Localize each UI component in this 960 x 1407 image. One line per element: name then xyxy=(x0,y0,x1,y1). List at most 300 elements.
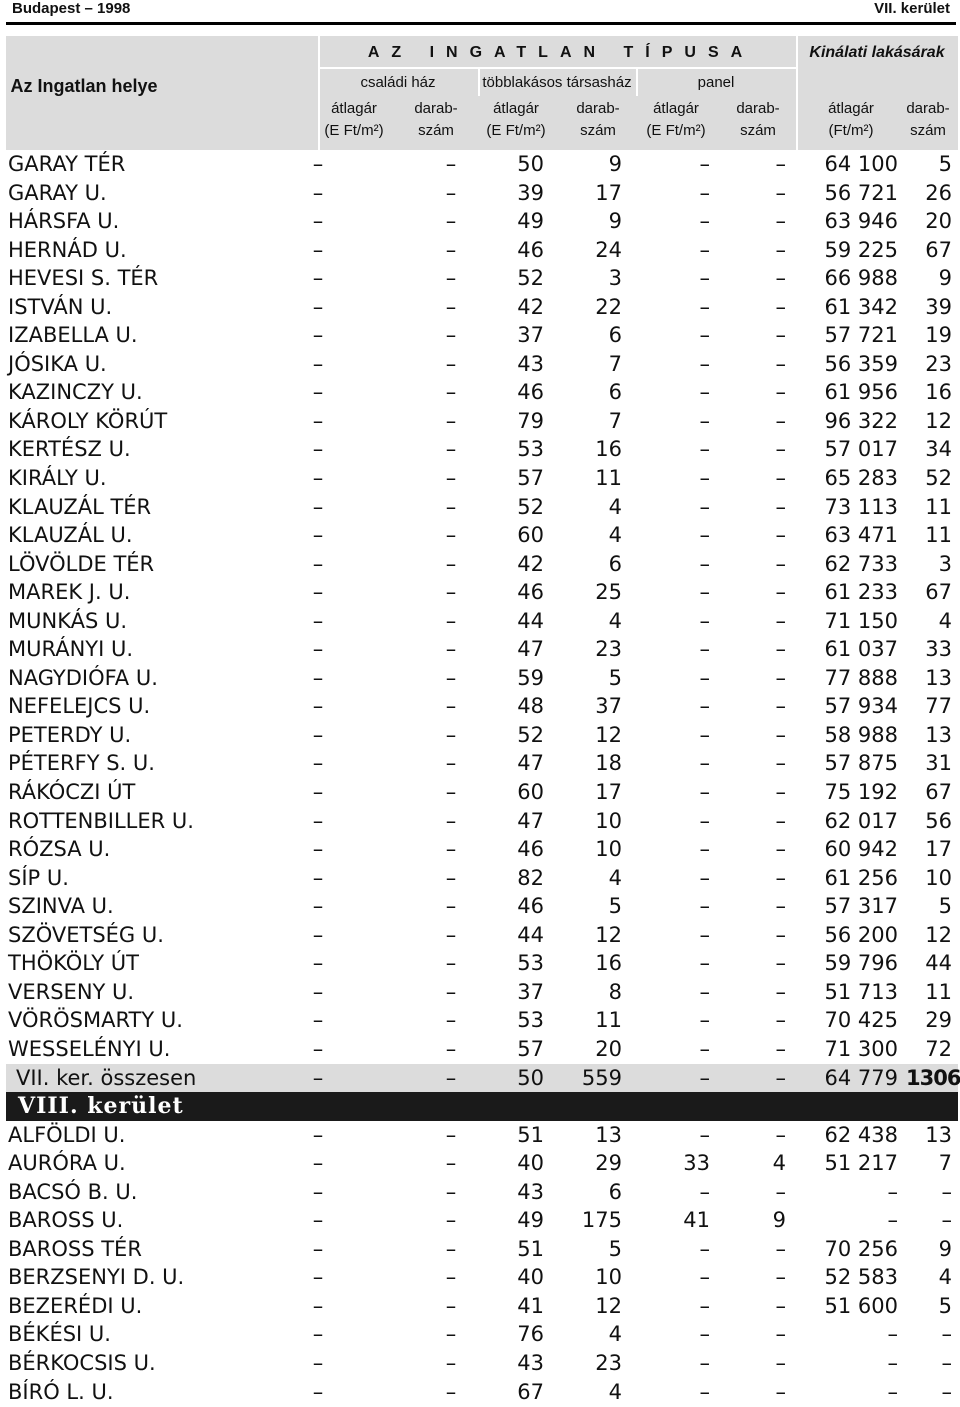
table-row xyxy=(6,521,958,550)
offer-count-cell: 13 xyxy=(925,665,952,690)
offer-avg-price-cell: 96 322 xyxy=(824,408,898,433)
table-row xyxy=(6,264,958,293)
street-name: KAZINCZY U. xyxy=(8,380,143,405)
panel-count-cell: – xyxy=(775,722,786,747)
family-avg-price-cell: – xyxy=(312,1350,324,1375)
street-name: KERTÉSZ U. xyxy=(8,437,131,462)
condo-count-cell: 9 xyxy=(608,152,622,176)
panel-count-cell: – xyxy=(775,1179,786,1204)
panel-count-cell: – xyxy=(775,408,786,433)
offer-avg-price-cell: 63 946 xyxy=(824,209,898,234)
condo-avg-price-cell: 47 xyxy=(517,751,544,776)
street-name: VERSENY U. xyxy=(8,979,135,1004)
panel-count-cell: – xyxy=(775,209,786,234)
panel-count-cell: – xyxy=(775,1122,786,1147)
street-name: BEZERÉDI U. xyxy=(8,1293,143,1318)
panel-avg-price-cell: – xyxy=(699,1293,710,1318)
condo-count-cell: 12 xyxy=(595,1293,622,1318)
panel-avg-price-cell: – xyxy=(699,408,710,433)
offer-avg-price-cell: 64 779 xyxy=(824,1065,898,1090)
offer-count-cell: – xyxy=(941,1379,952,1404)
panel-avg-price-cell: – xyxy=(699,1122,710,1147)
offer-avg-price-cell: 58 988 xyxy=(824,722,898,747)
offer-count-cell: 56 xyxy=(925,808,952,833)
panel-avg-price-cell: – xyxy=(699,665,710,690)
offer-avg-price-cell: 57 875 xyxy=(824,751,898,776)
street-name: LÖVÖLDE TÉR xyxy=(8,551,155,576)
street-name: BERZSENYI D. U. xyxy=(8,1265,185,1290)
panel-avg-price-cell: – xyxy=(699,466,710,491)
offer-count-cell: 44 xyxy=(925,951,952,976)
table-row xyxy=(6,150,958,179)
condo-avg-price-cell: 67 xyxy=(517,1379,544,1404)
column-divider xyxy=(796,36,798,150)
street-name: NEFELEJCS U. xyxy=(8,694,151,719)
street-name: VÖRÖSMARTY U. xyxy=(8,1008,183,1033)
table-row xyxy=(6,550,958,579)
family-avg-price-cell: – xyxy=(312,494,324,519)
street-name: KLAUZÁL U. xyxy=(8,523,133,548)
condo-count-cell: 6 xyxy=(608,551,622,576)
street-name: PETERDY U. xyxy=(8,722,132,747)
offer-count-cell: 9 xyxy=(938,266,952,291)
offer-count-cell: 5 xyxy=(938,1293,952,1318)
offer-count-cell: 13 xyxy=(925,722,952,747)
condominium-header: többlakásos társasház xyxy=(482,74,632,91)
panel-avg-price-cell: – xyxy=(699,551,710,576)
panel-avg-price-cell: – xyxy=(699,1350,710,1375)
family-avg-price-cell: – xyxy=(312,323,324,348)
family-count-cell: – xyxy=(445,323,457,348)
condo-count-cell: 6 xyxy=(608,1179,622,1204)
street-name: IZABELLA U. xyxy=(8,323,138,348)
property-type-group-header: AZ INGATLAN TÍPUSA xyxy=(367,44,755,61)
panel-count-cell: – xyxy=(775,152,786,176)
family-avg-price-cell: – xyxy=(312,237,324,262)
family-avg-price-cell: – xyxy=(312,180,324,205)
family-avg-price-cell: – xyxy=(312,922,324,947)
table-row xyxy=(6,1292,958,1321)
offer-count-cell: – xyxy=(941,1208,952,1233)
condo-avg-price-cell: 43 xyxy=(517,1179,544,1204)
offer-avg-price-cell: 61 956 xyxy=(824,380,898,405)
offer-count-cell: 20 xyxy=(925,209,952,234)
street-name: BÍRÓ L. U. xyxy=(8,1379,114,1404)
condo-avg-price-cell: 46 xyxy=(517,837,544,862)
offer-avg-price-cell: 52 583 xyxy=(824,1265,898,1290)
street-name: BÉKÉSI U. xyxy=(8,1322,111,1347)
family-count-cell: – xyxy=(445,608,457,633)
panel-count-cell: – xyxy=(775,1008,786,1033)
table-row xyxy=(6,635,958,664)
offer-count-cell: 23 xyxy=(925,351,952,376)
condo-count-cell: 5 xyxy=(608,894,622,919)
condo-count-cell: 7 xyxy=(608,351,622,376)
table-row xyxy=(6,607,958,636)
condo-count-cell: 6 xyxy=(608,380,622,405)
offer-count-cell: 52 xyxy=(925,466,952,491)
street-name: NAGYDIÓFA U. xyxy=(8,665,158,690)
panel-avg-price-cell: – xyxy=(699,637,710,662)
table-row xyxy=(6,1035,958,1064)
table-row xyxy=(6,236,958,265)
offer-avg-price-cell: 62 017 xyxy=(824,808,898,833)
family-count-cell: – xyxy=(445,1036,457,1061)
family-avg-price-cell: – xyxy=(312,1179,324,1204)
condo-avg-price-cell: 46 xyxy=(517,380,544,405)
family-count-cell: – xyxy=(445,1236,457,1261)
table-row xyxy=(6,1206,958,1235)
street-name: MAREK J. U. xyxy=(8,580,131,605)
family-avg-price-cell: – xyxy=(312,665,324,690)
panel-count-cell: – xyxy=(775,237,786,262)
offer-count-cell: 33 xyxy=(925,637,952,662)
panel-avg-price-cell: – xyxy=(699,751,710,776)
condo-avg-price-cell: 43 xyxy=(517,351,544,376)
panel-count-cell: 9 xyxy=(772,1208,786,1233)
family-avg-price-cell: – xyxy=(312,466,324,491)
offer-avg-price-cell: 77 888 xyxy=(824,665,898,690)
family-count-cell: – xyxy=(445,808,457,833)
condo-count-cell: 4 xyxy=(608,865,622,890)
condo-avg-price-cell: 53 xyxy=(517,1008,544,1033)
offer-count-cell: 67 xyxy=(925,780,952,805)
family-avg-price-cell: – xyxy=(312,1122,324,1147)
street-name: BACSÓ B. U. xyxy=(8,1179,138,1204)
panel-count-cell: – xyxy=(775,922,786,947)
panel-count-cell: – xyxy=(775,1350,786,1375)
panel-count-cell: – xyxy=(775,837,786,862)
family-avg-price-cell: – xyxy=(312,1265,324,1290)
table-row xyxy=(6,892,958,921)
panel-count-cell: – xyxy=(775,665,786,690)
condo-count-cell: 4 xyxy=(608,608,622,633)
table-row xyxy=(6,435,958,464)
table-row xyxy=(6,1121,958,1150)
offer-avg-price-cell: 56 359 xyxy=(824,351,898,376)
condo-avg-price-cell: 50 xyxy=(517,1065,544,1090)
offer-avg-price-cell: 61 342 xyxy=(824,294,898,319)
condo-avg-price-cell: 76 xyxy=(517,1322,544,1347)
panel-count-cell: – xyxy=(775,865,786,890)
panel-count-cell: – xyxy=(775,1036,786,1061)
condo-count-cell: 175 xyxy=(581,1208,622,1233)
offer-count-cell: 19 xyxy=(925,323,952,348)
family-count-cell: – xyxy=(445,494,457,519)
table-row xyxy=(6,921,958,950)
offer-avg-price-cell: – xyxy=(887,1322,898,1347)
panel-count-cell: – xyxy=(775,951,786,976)
offer-avg-price-cell: 62 438 xyxy=(824,1122,898,1147)
condo-count-cell: 6 xyxy=(608,323,622,348)
offer-price-group-header: Kinálati lakásárak xyxy=(809,44,945,61)
panel-count-cell: 4 xyxy=(772,1151,786,1176)
offer-avg-price-header: átlagár (Ft/m²) xyxy=(828,100,874,139)
family-count-cell: – xyxy=(445,751,457,776)
family-count-cell: – xyxy=(445,1293,457,1318)
offer-avg-price-cell: 51 217 xyxy=(824,1151,898,1176)
family-count-cell: – xyxy=(445,1379,457,1404)
family-avg-price-cell: – xyxy=(312,1151,324,1176)
table-row xyxy=(6,293,958,322)
family-count-cell: – xyxy=(445,551,457,576)
offer-count-cell: 1306 xyxy=(906,1065,960,1090)
table-row xyxy=(6,949,958,978)
panel-count-cell: – xyxy=(775,523,786,548)
family-avg-price-cell: – xyxy=(312,1293,324,1318)
family-count-cell: – xyxy=(445,351,457,376)
street-name: SZINVA U. xyxy=(8,894,114,919)
panel-avg-price-cell: – xyxy=(699,266,710,291)
street-name: AURÓRA U. xyxy=(8,1151,126,1176)
street-name: HÁRSFA U. xyxy=(8,209,120,234)
street-name: BÉRKOCSIS U. xyxy=(8,1350,156,1375)
condo-avg-price-header: átlagár (E Ft/m²) xyxy=(486,100,546,139)
offer-count-cell: – xyxy=(941,1179,952,1204)
district-heading: VII. kerület xyxy=(874,0,950,17)
panel-count-cell: – xyxy=(775,266,786,291)
condo-count-cell: 3 xyxy=(608,266,622,291)
offer-avg-price-cell: 59 225 xyxy=(824,237,898,262)
condo-count-cell: 4 xyxy=(608,494,622,519)
offer-count-header: darab- szám xyxy=(906,100,950,139)
street-name: WESSELÉNYI U. xyxy=(8,1036,171,1061)
panel-header: panel xyxy=(697,74,735,91)
condo-avg-price-cell: 52 xyxy=(517,266,544,291)
condo-avg-price-cell: 51 xyxy=(517,1122,544,1147)
family-avg-price-cell: – xyxy=(312,722,324,747)
offer-avg-price-cell: 51 600 xyxy=(824,1293,898,1318)
condo-avg-price-cell: 42 xyxy=(517,551,544,576)
condo-avg-price-cell: 41 xyxy=(517,1293,544,1318)
condo-avg-price-cell: 52 xyxy=(517,494,544,519)
panel-count-cell: – xyxy=(775,323,786,348)
table-row xyxy=(6,578,958,607)
offer-count-cell: 4 xyxy=(938,608,952,633)
condo-count-cell: 17 xyxy=(595,180,622,205)
table-row xyxy=(6,464,958,493)
table-row xyxy=(6,1235,958,1264)
family-count-cell: – xyxy=(445,266,457,291)
panel-count-cell: – xyxy=(775,751,786,776)
panel-count-cell: – xyxy=(775,551,786,576)
condo-avg-price-cell: 79 xyxy=(517,408,544,433)
panel-count-cell: – xyxy=(775,1236,786,1261)
family-count-cell: – xyxy=(445,922,457,947)
panel-avg-price-cell: – xyxy=(699,294,710,319)
family-avg-price-cell: – xyxy=(312,580,324,605)
table-row xyxy=(6,1263,958,1292)
condo-avg-price-cell: 46 xyxy=(517,237,544,262)
offer-avg-price-cell: 57 017 xyxy=(824,437,898,462)
street-name: THÖKÖLY ÚT xyxy=(8,951,139,976)
table-body xyxy=(6,150,958,1406)
street-name: ALFÖLDI U. xyxy=(8,1122,126,1147)
family-house-header: családi ház xyxy=(360,74,436,91)
condo-avg-price-cell: 40 xyxy=(517,1265,544,1290)
table-row xyxy=(6,807,958,836)
family-avg-price-cell: – xyxy=(312,1322,324,1347)
condo-avg-price-cell: 53 xyxy=(517,437,544,462)
condo-avg-price-cell: 47 xyxy=(517,637,544,662)
panel-avg-price-cell: – xyxy=(699,694,710,719)
offer-count-cell: 17 xyxy=(925,837,952,862)
panel-count-cell: – xyxy=(775,1322,786,1347)
panel-count-cell: – xyxy=(775,694,786,719)
street-name: MUNKÁS U. xyxy=(8,608,128,633)
offer-avg-price-cell: 57 934 xyxy=(824,694,898,719)
condo-avg-price-cell: 44 xyxy=(517,608,544,633)
street-name: RÁKÓCZI ÚT xyxy=(8,780,136,805)
family-avg-price-cell: – xyxy=(312,1065,324,1090)
table-row xyxy=(6,835,958,864)
panel-avg-price-cell: – xyxy=(699,608,710,633)
family-count-cell: – xyxy=(445,580,457,605)
condo-avg-price-cell: 37 xyxy=(517,323,544,348)
family-avg-price-cell: – xyxy=(312,1379,324,1404)
panel-count-cell: – xyxy=(775,1065,786,1090)
panel-avg-price-cell: – xyxy=(699,1379,710,1404)
family-avg-price-cell: – xyxy=(312,266,324,291)
condo-count-cell: 23 xyxy=(595,637,622,662)
street-name: HEVESI S. TÉR xyxy=(8,266,159,291)
family-count-cell: – xyxy=(445,979,457,1004)
condo-avg-price-cell: 40 xyxy=(517,1151,544,1176)
panel-count-cell: – xyxy=(775,294,786,319)
offer-count-cell: 11 xyxy=(925,523,952,548)
offer-count-cell: 31 xyxy=(925,751,952,776)
offer-count-cell: – xyxy=(941,1350,952,1375)
family-avg-price-cell: – xyxy=(312,351,324,376)
family-count-cell: – xyxy=(445,437,457,462)
offer-count-cell: 77 xyxy=(925,694,952,719)
street-name: JÓSIKA U. xyxy=(8,351,107,376)
panel-avg-price-cell: – xyxy=(699,323,710,348)
condo-avg-price-cell: 51 xyxy=(517,1236,544,1261)
table-row xyxy=(6,407,958,436)
family-avg-price-cell: – xyxy=(312,294,324,319)
condo-avg-price-cell: 57 xyxy=(517,466,544,491)
offer-avg-price-cell: 59 796 xyxy=(824,951,898,976)
condo-count-cell: 24 xyxy=(595,237,622,262)
condo-count-cell: 5 xyxy=(608,1236,622,1261)
table-row xyxy=(6,978,958,1007)
offer-count-cell: 34 xyxy=(925,437,952,462)
condo-count-cell: 23 xyxy=(595,1350,622,1375)
condo-avg-price-cell: 59 xyxy=(517,665,544,690)
condo-count-cell: 5 xyxy=(608,665,622,690)
family-count-cell: – xyxy=(445,408,457,433)
panel-avg-price-cell: 41 xyxy=(683,1208,710,1233)
condo-count-cell: 12 xyxy=(595,722,622,747)
family-count-cell: – xyxy=(445,722,457,747)
offer-avg-price-cell: – xyxy=(887,1208,898,1233)
street-name: MURÁNYI U. xyxy=(8,637,134,662)
offer-avg-price-cell: 73 113 xyxy=(824,494,898,519)
family-count-header: darab- szám xyxy=(414,100,458,139)
offer-count-cell: 4 xyxy=(938,1265,952,1290)
street-name: KÁROLY KÖRÚT xyxy=(8,408,168,433)
table-row xyxy=(6,179,958,208)
family-count-cell: – xyxy=(445,1179,457,1204)
condo-avg-price-cell: 47 xyxy=(517,808,544,833)
panel-count-cell: – xyxy=(775,494,786,519)
family-avg-price-cell: – xyxy=(312,1036,324,1061)
offer-avg-price-cell: 70 256 xyxy=(824,1236,898,1261)
street-name: BAROSS TÉR xyxy=(8,1236,142,1261)
panel-count-cell: – xyxy=(775,894,786,919)
street-name: BAROSS U. xyxy=(8,1208,124,1233)
total-row xyxy=(6,1064,958,1093)
header-rule xyxy=(6,22,956,25)
condo-count-cell: 7 xyxy=(608,408,622,433)
condo-avg-price-cell: 44 xyxy=(517,922,544,947)
panel-count-cell: – xyxy=(775,637,786,662)
page-header xyxy=(0,0,960,22)
condo-avg-price-cell: 57 xyxy=(517,1036,544,1061)
panel-avg-price-cell: – xyxy=(699,580,710,605)
family-count-cell: – xyxy=(445,1065,457,1090)
family-count-cell: – xyxy=(445,466,457,491)
family-count-cell: – xyxy=(445,237,457,262)
panel-avg-price-cell: – xyxy=(699,1179,710,1204)
family-avg-price-cell: – xyxy=(312,837,324,862)
table-row xyxy=(6,1149,958,1178)
offer-avg-price-cell: 56 721 xyxy=(824,180,898,205)
condo-count-cell: 4 xyxy=(608,523,622,548)
offer-count-cell: 7 xyxy=(938,1151,952,1176)
panel-avg-price-cell: – xyxy=(699,979,710,1004)
family-count-cell: – xyxy=(445,865,457,890)
street-name: GARAY TÉR xyxy=(8,152,126,176)
family-count-cell: – xyxy=(445,1122,457,1147)
condo-count-cell: 22 xyxy=(595,294,622,319)
panel-count-cell: – xyxy=(775,380,786,405)
condo-avg-price-cell: 49 xyxy=(517,209,544,234)
panel-avg-price-cell: – xyxy=(699,808,710,833)
panel-avg-price-cell: – xyxy=(699,837,710,862)
street-name: ROTTENBILLER U. xyxy=(8,808,194,833)
panel-avg-price-cell: – xyxy=(699,494,710,519)
offer-count-cell: 12 xyxy=(925,408,952,433)
family-count-cell: – xyxy=(445,694,457,719)
family-count-cell: – xyxy=(445,780,457,805)
panel-avg-price-cell: – xyxy=(699,1236,710,1261)
condo-count-cell: 16 xyxy=(595,951,622,976)
condo-avg-price-cell: 37 xyxy=(517,979,544,1004)
condo-count-cell: 37 xyxy=(595,694,622,719)
street-name: KLAUZÁL TÉR xyxy=(8,494,152,519)
table-row xyxy=(6,1378,958,1407)
family-avg-price-cell: – xyxy=(312,894,324,919)
panel-count-cell: – xyxy=(775,1265,786,1290)
condo-count-cell: 18 xyxy=(595,751,622,776)
condo-count-header: darab- szám xyxy=(576,100,620,139)
panel-avg-price-cell: – xyxy=(699,237,710,262)
table-row xyxy=(6,1349,958,1378)
family-avg-price-header: átlagár (E Ft/m²) xyxy=(324,100,384,139)
table-row xyxy=(6,1178,958,1207)
section-header-row xyxy=(6,1092,958,1121)
condo-count-cell: 25 xyxy=(595,580,622,605)
offer-count-cell: 13 xyxy=(925,1122,952,1147)
offer-avg-price-cell: 51 713 xyxy=(824,979,898,1004)
street-name: SZÖVETSÉG U. xyxy=(8,922,164,947)
offer-count-cell: 11 xyxy=(925,494,952,519)
panel-avg-price-cell: – xyxy=(699,1065,710,1090)
condo-avg-price-cell: 53 xyxy=(517,951,544,976)
offer-avg-price-cell: 75 192 xyxy=(824,780,898,805)
